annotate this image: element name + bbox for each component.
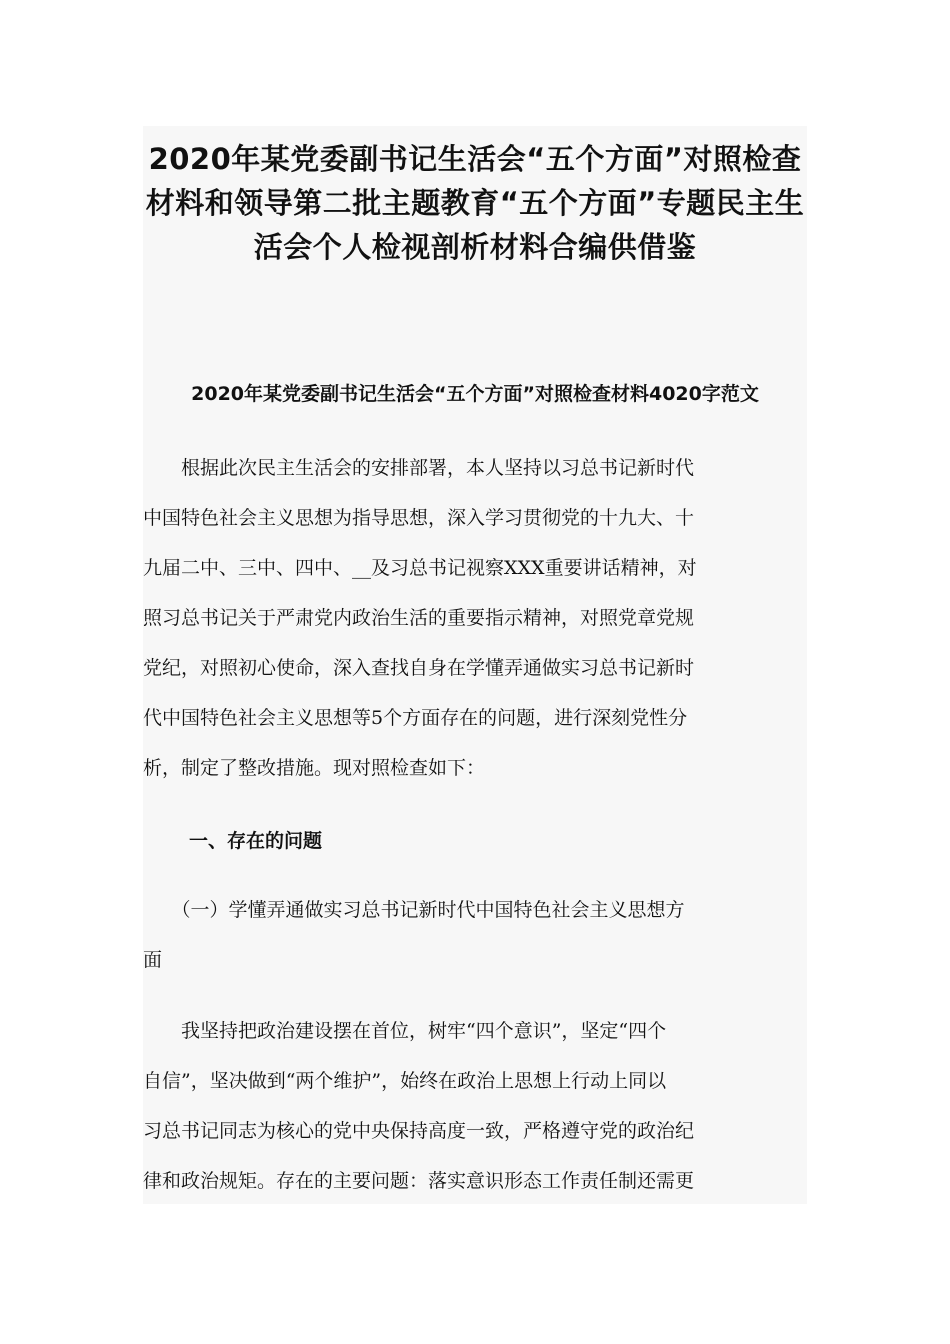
- paragraph-line: （一）学懂弄通做实习总书记新时代中国特色社会主义思想方: [143, 899, 685, 921]
- paragraph-line: 党纪，对照初心使命，深入查找自身在学懂弄通做实习总书记新时: [143, 657, 695, 679]
- paragraph-line: 九届二中、三中、四中、__及习总书记视察XXX重要讲话精神，对: [143, 557, 697, 579]
- document-page: [143, 126, 807, 1204]
- paragraph-line: 我坚持把政治建设摆在首位，树牢“四个意识”，坚定“四个: [143, 1020, 667, 1042]
- paragraph-line: 习总书记同志为核心的党中央保持高度一致，严格遵守党的政治纪: [143, 1120, 695, 1142]
- paragraph-line: 面: [143, 949, 163, 971]
- paragraph-line: 自信”，坚决做到“两个维护”，始终在政治上思想上行动上同以: [143, 1070, 667, 1092]
- paragraph-line: 律和政治规矩。存在的主要问题：落实意识形态工作责任制还需更: [143, 1170, 695, 1192]
- body-paragraph: [143, 1006, 807, 1204]
- intro-paragraph: [143, 443, 807, 793]
- paragraph-line: 中国特色社会主义思想为指导思想，深入学习贯彻党的十九大、十: [143, 507, 695, 529]
- paragraph-line: 代中国特色社会主义思想等5个方面存在的问题，进行深刻党性分: [143, 707, 688, 729]
- paragraph-line: 根据此次民主生活会的安排部署，本人坚持以习总书记新时代: [143, 457, 695, 479]
- title-line: 材料和领导第二批主题教育“五个方面”专题民主生: [145, 186, 805, 220]
- subheading-paragraph: [143, 885, 807, 985]
- title-line: 2020年某党委副书记生活会“五个方面”对照检查: [148, 142, 802, 176]
- title-line: 活会个人检视剖析材料合编供借鉴: [253, 230, 697, 264]
- paragraph-line: 照习总书记关于严肃党内政治生活的重要指示精神，对照党章党规: [143, 607, 695, 629]
- paragraph-line: 析，制定了整改措施。现对照检查如下：: [143, 757, 486, 779]
- section-title: 2020年某党委副书记生活会“五个方面”对照检查材料4020字范文: [191, 383, 759, 405]
- document-title: [143, 126, 807, 269]
- heading-existing-problems: 一、存在的问题: [189, 830, 323, 852]
